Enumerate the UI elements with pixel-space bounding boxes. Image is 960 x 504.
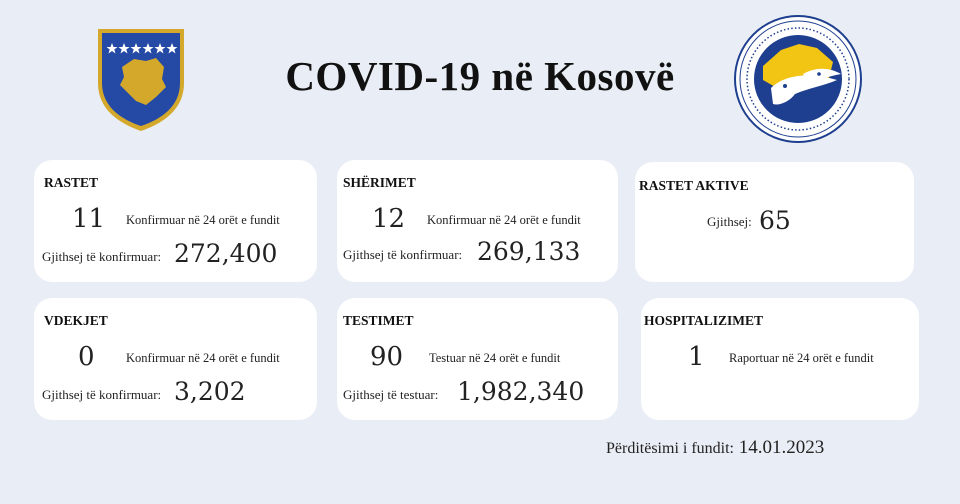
- active-cases-total-label: Gjithsej:: [707, 214, 752, 229]
- tests-label: TESTIMET: [343, 313, 414, 328]
- page-title: COVID-19 në Kosovë: [285, 53, 675, 99]
- hospitalizations-label: HOSPITALIZIMET: [644, 313, 764, 328]
- deaths-label: VDEKJET: [44, 313, 108, 328]
- cases-label: RASTET: [44, 175, 99, 190]
- tests-total-value: 1,982,340: [457, 377, 585, 406]
- active-cases-total-value: 65: [759, 206, 791, 235]
- last-updated-date: 14.01.2023: [738, 437, 825, 458]
- recoveries-label: SHËRIMET: [343, 175, 416, 190]
- active-cases-card: [635, 162, 914, 282]
- hospitalizations-24h-value: 1: [688, 342, 705, 372]
- deaths-total-label: Gjithsej të konfirmuar:: [42, 387, 162, 402]
- tests-total-label: Gjithsej të testuar:: [343, 387, 439, 402]
- deaths-24h-text: Konfirmuar në 24 orët e fundit: [126, 351, 280, 365]
- recoveries-24h-value: 12: [372, 204, 406, 234]
- cases-total-label: Gjithsej të konfirmuar:: [42, 249, 162, 264]
- hospitalizations-24h-text: Raportuar në 24 orët e fundit: [729, 351, 874, 365]
- cases-total-value: 272,400: [174, 239, 278, 268]
- deaths-total-value: 3,202: [174, 377, 246, 406]
- last-updated-label: Përditësimi i fundit:: [606, 440, 734, 457]
- recoveries-card: [337, 160, 618, 282]
- tests-card: [337, 298, 618, 420]
- active-cases-label: RASTET AKTIVE: [639, 178, 749, 193]
- tests-24h-text: Testuar në 24 orët e fundit: [429, 351, 561, 365]
- institute-seal-icon: [733, 14, 863, 144]
- cases-card: [34, 160, 317, 282]
- deaths-24h-value: 0: [78, 342, 95, 372]
- recoveries-total-value: 269,133: [477, 237, 581, 266]
- cases-24h-text: Konfirmuar në 24 orët e fundit: [126, 213, 280, 227]
- deaths-card: [34, 298, 317, 420]
- recoveries-24h-text: Konfirmuar në 24 orët e fundit: [427, 213, 581, 227]
- cases-24h-value: 11: [72, 204, 106, 234]
- tests-24h-value: 90: [370, 342, 404, 372]
- recoveries-total-label: Gjithsej të konfirmuar:: [343, 247, 463, 262]
- last-updated: [606, 437, 824, 459]
- hospitalizations-card: [641, 298, 919, 420]
